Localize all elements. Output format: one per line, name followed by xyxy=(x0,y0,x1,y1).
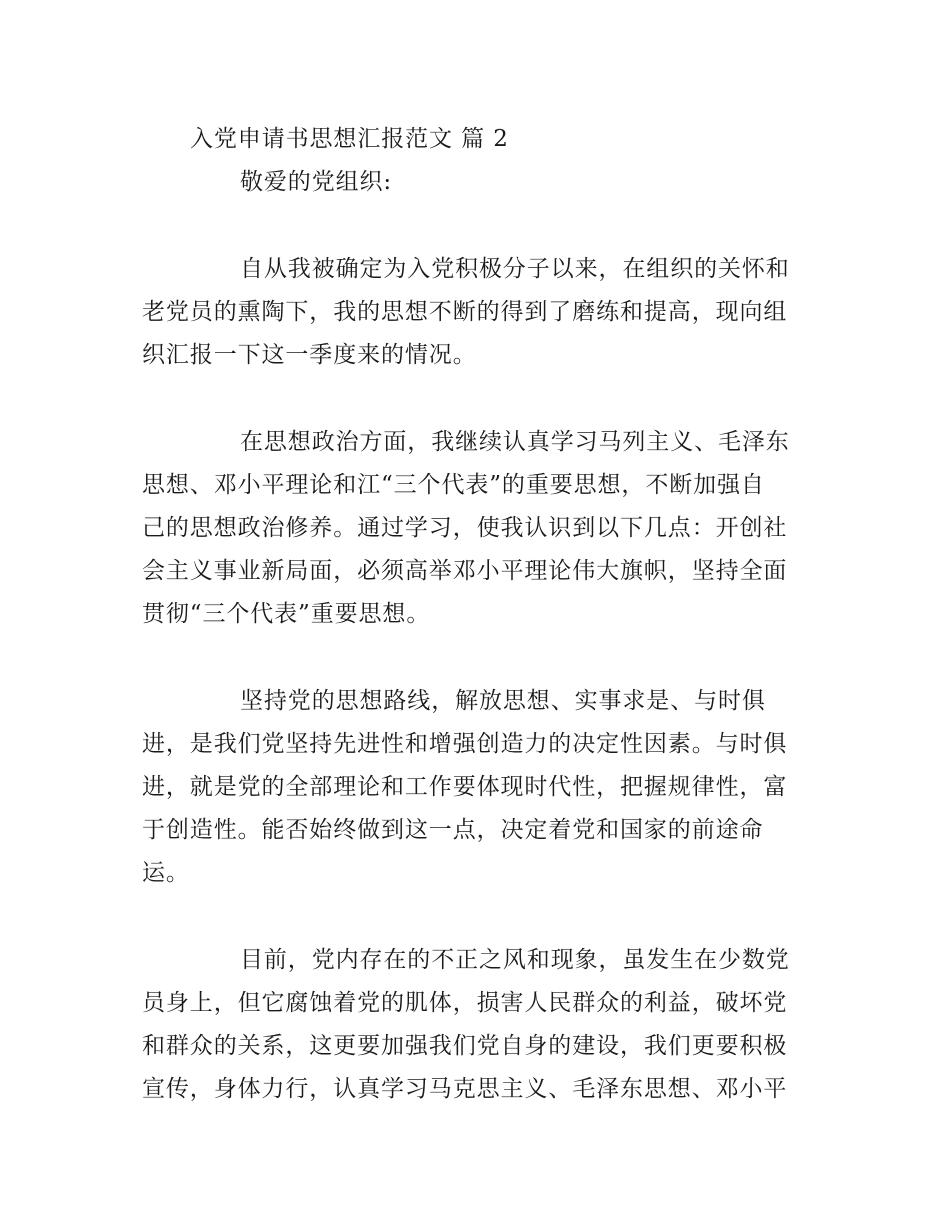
paragraph-4-line-4: 宣传，身体力行，认真学习马克思主义、毛泽东思想、邓小平 xyxy=(142,1076,788,1102)
paragraph-3-line-3: 进，就是党的全部理论和工作要体现时代性，把握规律性，富 xyxy=(142,774,788,800)
paragraph-4-line-2: 员身上，但它腐蚀着党的肌体，损害人民群众的利益，破坏党 xyxy=(142,990,788,1016)
paragraph-1-line-2: 老党员的熏陶下，我的思想不断的得到了磨练和提高，现向组 xyxy=(142,299,788,325)
paragraph-2-line-3: 己的思想政治修养。通过学习，使我认识到以下几点：开创社 xyxy=(142,515,788,541)
paragraph-3-line-4: 于创造性。能否始终做到这一点，决定着党和国家的前途命 xyxy=(142,817,764,843)
paragraph-3-line-1: 坚持党的思想路线，解放思想、实事求是、与时俱 xyxy=(240,688,766,714)
paragraph-4-line-1: 目前，党内存在的不正之风和现象，虽发生在少数党 xyxy=(240,947,790,973)
paragraph-2-line-5: 贯彻“三个代表”重要思想。 xyxy=(142,601,431,627)
paragraph-2-line-1: 在思想政治方面，我继续认真学习马列主义、毛泽东 xyxy=(240,429,790,455)
paragraph-2-line-2: 思想、邓小平理论和江“三个代表”的重要思想，不断加强自 xyxy=(142,472,765,498)
salutation: 敬爱的党组织: xyxy=(240,169,393,195)
paragraph-4-line-3: 和群众的关系，这更要加强我们党自身的建设，我们更要积极 xyxy=(142,1033,788,1059)
paragraph-3-line-2: 进，是我们党坚持先进性和增强创造力的决定性因素。与时俱 xyxy=(142,731,788,757)
paragraph-1-line-3: 织汇报一下这一季度来的情况。 xyxy=(142,342,477,368)
paragraph-2-line-4: 会主义事业新局面，必须高举邓小平理论伟大旗帜，坚持全面 xyxy=(142,558,788,584)
paragraph-1-line-1: 自从我被确定为入党积极分子以来，在组织的关怀和 xyxy=(240,256,790,282)
paragraph-3-line-5: 运。 xyxy=(142,860,190,886)
document-title: 入党申请书思想汇报范文 篇 2 xyxy=(190,126,509,152)
